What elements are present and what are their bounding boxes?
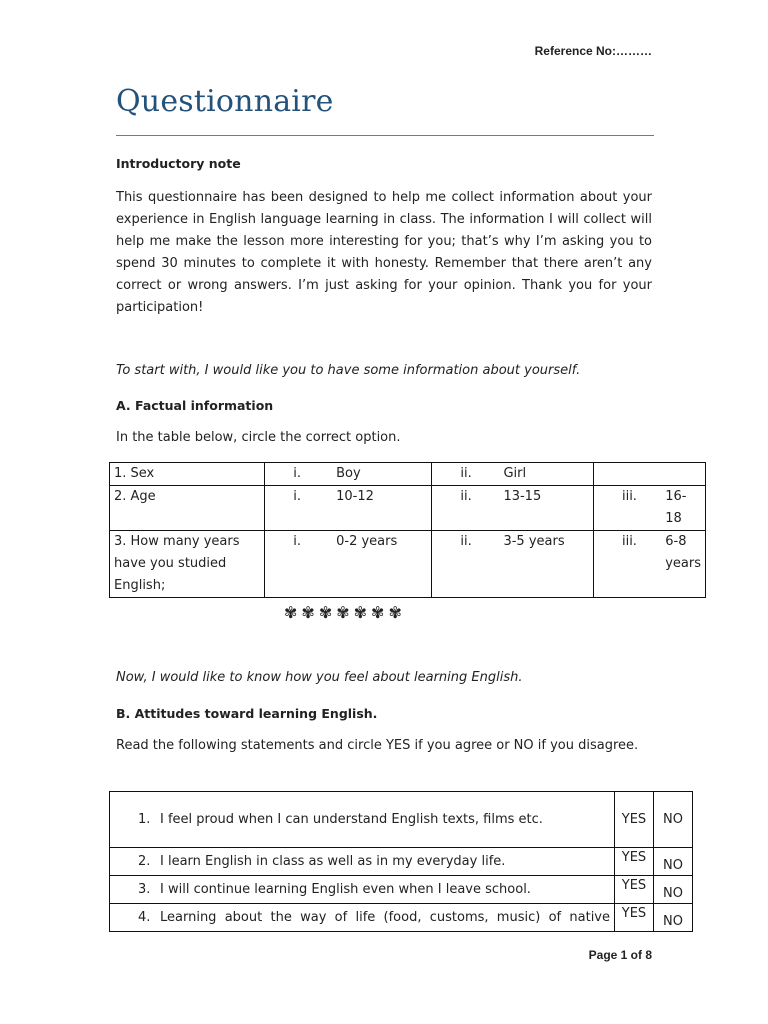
row-label: 3. How many years have you studied English; [110,531,265,598]
option-boy[interactable]: Boy [332,463,432,486]
section-a-lead-in: To start with, I would like you to have some information about yourself. [116,363,581,378]
yes-option[interactable]: YES [615,848,654,876]
table-row [110,463,706,486]
title-underline [116,135,654,136]
option-number [593,463,661,486]
table-row [110,904,693,932]
statement-text: I feel proud when I can understand English texts, films etc. [160,812,543,827]
option-age-13-15[interactable]: 13-15 [499,486,593,531]
option-empty [661,463,705,486]
row-label: 1. Sex [110,463,265,486]
yes-option[interactable]: YES [615,792,654,848]
yes-option[interactable]: YES [615,904,654,932]
section-b-instruction: Read the following statements and circle YES if you agree or NO if you disagree. [116,738,639,753]
table-row [110,792,693,848]
no-option[interactable]: NO [654,792,693,848]
table-row [110,486,706,531]
attitudes-table [109,791,693,932]
statement-text: I will continue learning English even when I leave school. [160,882,531,897]
section-divider-ornament: ✾✾✾✾✾✾✾ [284,603,406,622]
option-age-16-18[interactable]: 16-18 [661,486,705,531]
option-age-10-12[interactable]: 10-12 [332,486,432,531]
statement-text: I learn English in class as well as in my everyday life. [160,854,506,869]
option-number: i. [265,531,332,598]
section-b-heading: B. Attitudes toward learning English. [116,706,378,721]
intro-heading: Introductory note [116,156,241,171]
statement-cell [110,848,615,876]
no-option[interactable]: NO [654,848,693,876]
statement-text: Learning about the way of life (food, customs, music) of native [160,910,610,925]
option-years-0-2[interactable]: 0-2 years [332,531,432,598]
table-row [110,531,706,598]
yes-option[interactable]: YES [615,876,654,904]
option-number: iii. [593,486,661,531]
statement-number: 3. [138,882,151,897]
section-a-heading: A. Factual information [116,398,274,413]
no-option[interactable]: NO [654,876,693,904]
table-row [110,848,693,876]
no-option[interactable]: NO [654,904,693,932]
option-number: ii. [432,531,500,598]
statement-number: 4. [138,910,151,925]
intro-paragraph: This questionnaire has been designed to help me collect information about your experience in English language learning in class. The information I will collect will help me make the lesson more interesting for you; that’s why I’m asking you to spend 30 minutes to complete it with honesty. Remember that there aren’t any correct or wrong answers. I’m just asking for your opinion. Thank you for your participation! [116,190,652,315]
option-number: iii. [593,531,661,598]
section-a-instruction: In the table below, circle the correct option. [116,430,401,445]
option-years-3-5[interactable]: 3-5 years [499,531,593,598]
section-b-lead-in: Now, I would like to know how you feel about learning English. [116,670,523,685]
option-number: ii. [432,486,500,531]
option-years-6-8[interactable]: 6-8 years [661,531,705,598]
row-label: 2. Age [110,486,265,531]
statement-cell [110,904,615,932]
statement-cell [110,876,615,904]
option-number: ii. [432,463,500,486]
statement-number: 1. [138,812,151,827]
page-number: Page 1 of 8 [588,948,652,962]
option-number: i. [265,463,332,486]
reference-number: Reference No:……… [534,44,652,58]
table-row [110,876,693,904]
statement-number: 2. [138,854,151,869]
option-girl[interactable]: Girl [499,463,593,486]
option-number: i. [265,486,332,531]
page-title: Questionnaire [116,84,334,119]
factual-info-table [109,462,706,598]
statement-cell [110,792,615,848]
